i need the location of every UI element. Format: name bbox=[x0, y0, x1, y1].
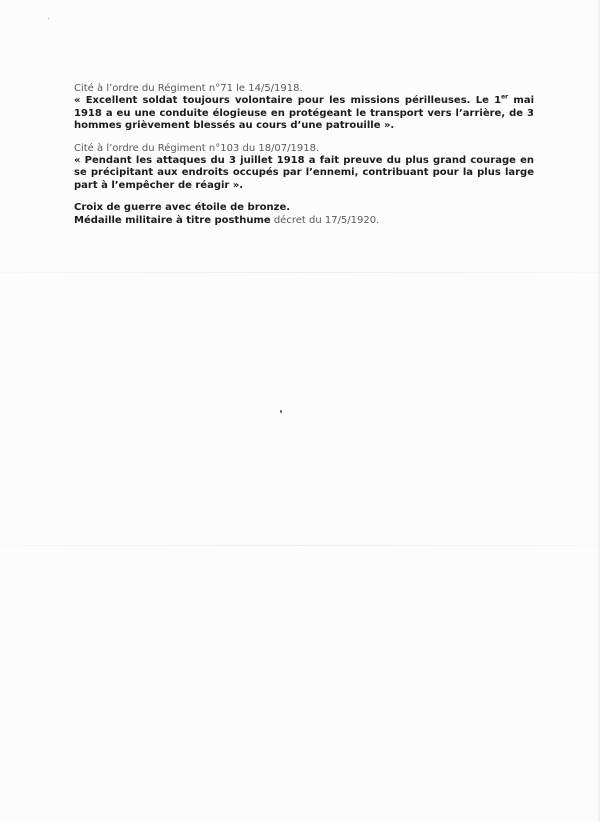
quote-superscript: er bbox=[501, 94, 509, 102]
award-croix-de-guerre: Croix de guerre avec étoile de bronze. bbox=[74, 202, 291, 214]
awards-block bbox=[74, 202, 534, 227]
citation-2 bbox=[74, 143, 534, 193]
citation-quote bbox=[74, 95, 534, 132]
paper-speck bbox=[48, 18, 49, 19]
citation-1 bbox=[74, 83, 534, 133]
award-medaille-militaire bbox=[74, 215, 534, 227]
paper-speck bbox=[280, 410, 282, 413]
paper-fold-line bbox=[0, 272, 600, 273]
award-medaille-decree: décret du 17/5/1920. bbox=[270, 214, 380, 226]
citation-header: Cité à l’ordre du Régiment n°71 le 14/5/1918. bbox=[74, 83, 303, 94]
citation-header: Cité à l’ordre du Régiment n°103 du 18/07/1918. bbox=[74, 142, 320, 154]
paper-fold-line bbox=[0, 545, 600, 546]
award-medaille-title: Médaille militaire à titre posthume bbox=[74, 214, 271, 226]
quote-text: « Excellent soldat toujours volontaire pour les missions périlleuses. Le 1 bbox=[74, 95, 502, 107]
citation-quote: « Pendant les attaques du 3 juillet 1918 a fait preuve du plus grand courage en se précipitant aux endroits occupés par l’ennemi, contribuant pour la plus large part à l’empêcher de réagir ». bbox=[74, 155, 534, 191]
quote-text: mai 1918 a eu une conduite élogieuse en protégeant le transport vers l’arrière, de 3 hommes grièvement blessés au cours d’une patrouille ». bbox=[74, 95, 534, 132]
document-body bbox=[74, 83, 534, 227]
